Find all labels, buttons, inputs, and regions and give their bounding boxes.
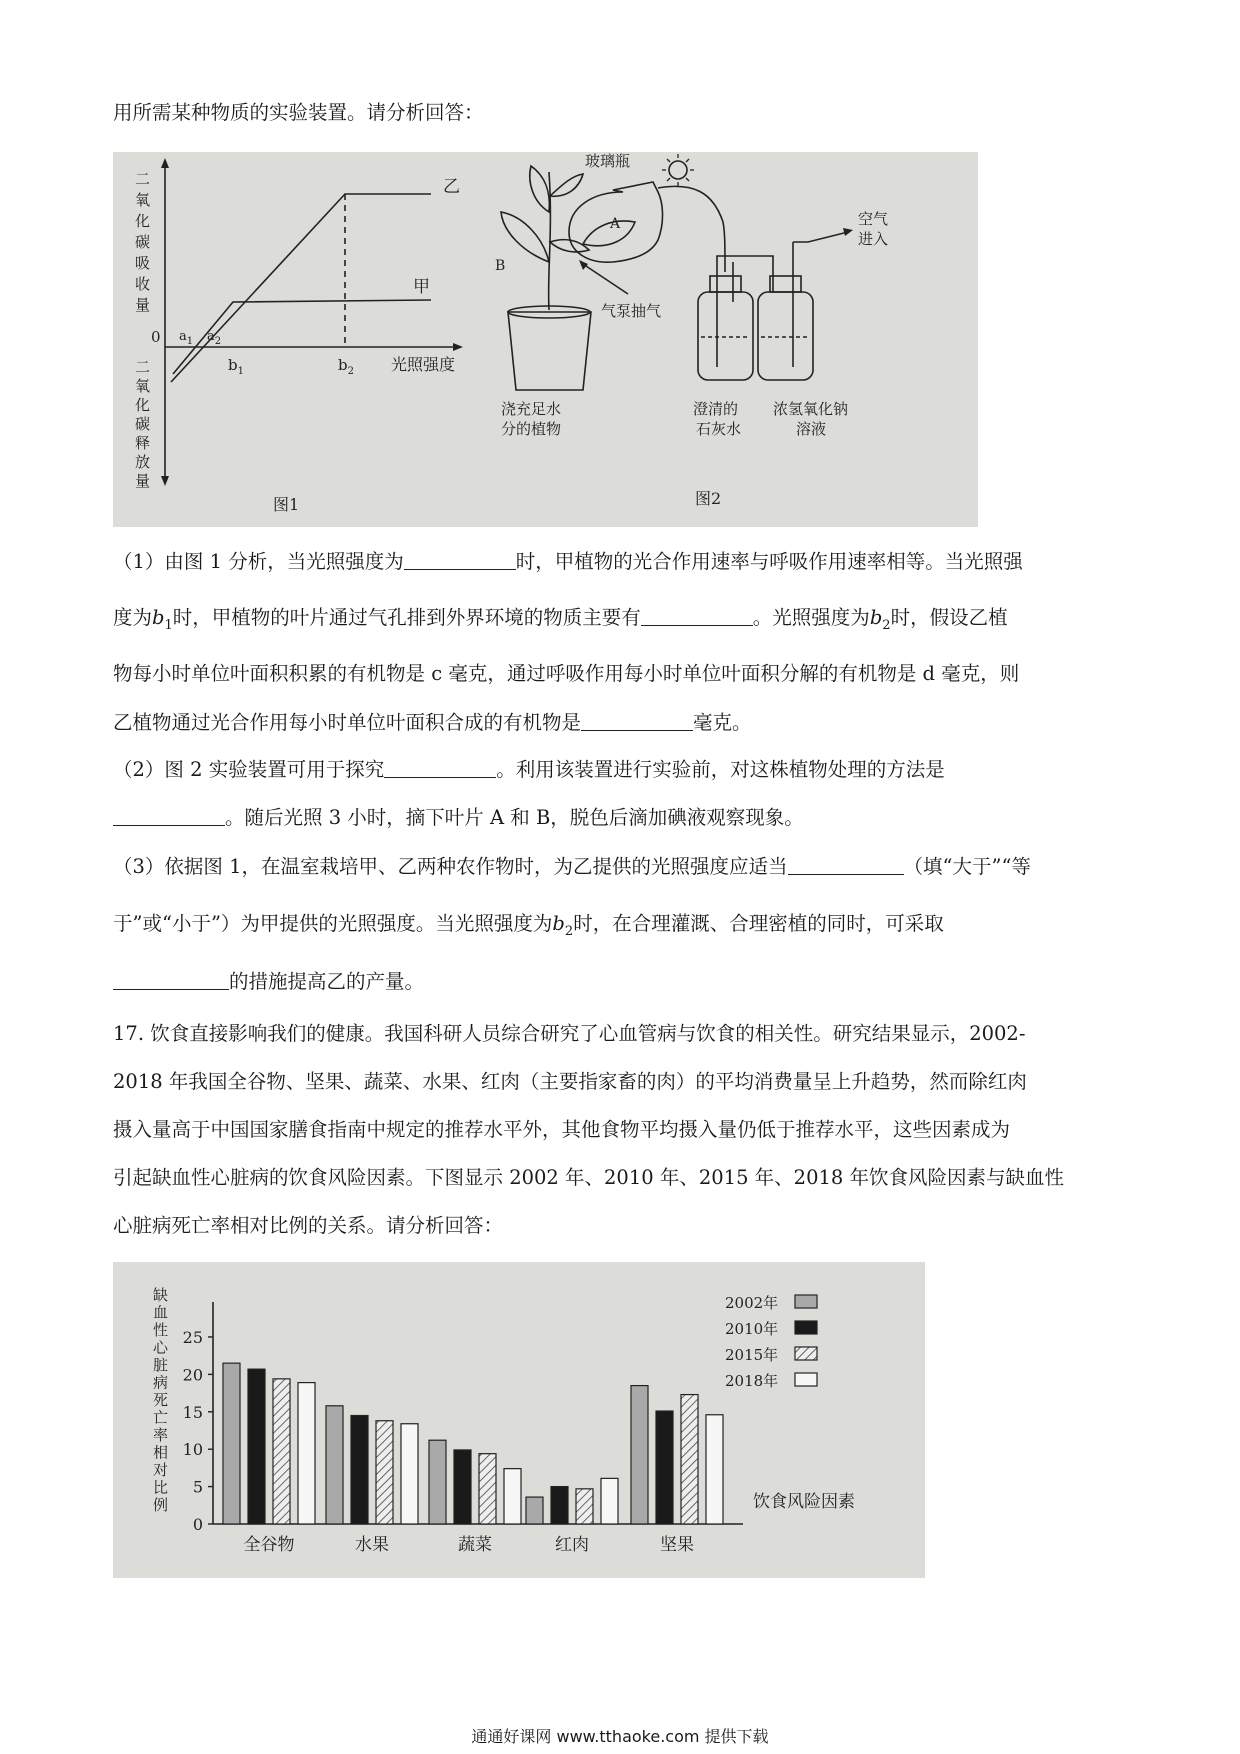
fig1-tick-b2: $b_2$ [338, 356, 354, 377]
bar-2-3 [504, 1469, 521, 1524]
q17-line-2: 2018 年我国全谷物、坚果、蔬菜、水果、红肉（主要指家畜的肉）的平均消费量呈上升趋势，然而除红肉 [113, 1070, 1027, 1093]
bar-2-1 [454, 1450, 471, 1524]
fig1-x-label: 光照强度 [391, 355, 456, 374]
fig2-leaf-a-label: A [610, 216, 621, 232]
y-axis-label-char: 病 [153, 1373, 169, 1392]
q2-blank-2[interactable] [113, 805, 225, 826]
naoh-jar [758, 292, 813, 380]
category-label: 蔬菜 [458, 1535, 492, 1555]
fig1-y-top-char: 量 [135, 296, 151, 314]
lime-water-jar [698, 292, 753, 380]
y-axis-label-char: 心 [153, 1338, 169, 1357]
q2-line-1: （2）图 2 实验装置可用于探究 。利用该装置进行实验前，对这株植物处理的方法是 [113, 758, 945, 781]
y-axis-label-char: 相 [153, 1443, 169, 1462]
fig1-y-bottom-label-group [135, 358, 150, 490]
bar-chart [113, 1262, 925, 1578]
y-tick-label: 15 [182, 1402, 203, 1422]
bar-1-0 [326, 1406, 343, 1524]
fig1-y-bottom-char: 氧 [135, 377, 151, 395]
fig1-y-top-char: 二 [135, 170, 151, 188]
fig2-leaf-b-label: B [495, 258, 506, 274]
legend-swatch [795, 1321, 817, 1334]
bar-1-2 [376, 1421, 393, 1524]
figure-1-graph [161, 158, 463, 486]
legend-swatch [795, 1373, 817, 1386]
flower-pot [508, 312, 591, 390]
fig1-tick-a2: $a_2$ [207, 329, 222, 347]
y-axis-label-char: 脏 [153, 1356, 169, 1374]
fig1-y-bottom-char: 释 [135, 434, 151, 452]
q1-line-2: 度为$b_1$时，甲植物的叶片通过气孔排到外界环境的物质主要有 。光照强度为$b_2$时，假设乙植 [113, 606, 1008, 633]
q3-line-1: （3）依据图 1，在温室栽培甲、乙两种农作物时，为乙提供的光照强度应适当 （填“大于”“等 [113, 855, 1031, 878]
fig2-lime-2: 石灰水 [696, 420, 742, 438]
page-footer: 通通好课网 www.tthaoke.com 提供下载 [471, 1727, 769, 1746]
category-label: 全谷物 [243, 1535, 295, 1555]
fig1-y-top-label-group [135, 170, 150, 314]
q3-line-3: 的措施提高乙的产量。 [113, 968, 1133, 996]
x-axis-label: 饮食风险因素 [753, 1492, 855, 1512]
y-tick-label: 0 [192, 1515, 203, 1534]
fig2-caption: 图2 [695, 489, 722, 508]
y-tick-label: 5 [192, 1477, 203, 1497]
legend-label: 2015年 [725, 1346, 779, 1364]
fig1-origin: 0 [151, 328, 161, 346]
fig1-y-bottom-char: 量 [135, 472, 151, 490]
q3-line-2: 于”或“小于”）为甲提供的光照强度。当光照强度为$b_2$时，在合理灌溉、合理密植的同时，可采取 [113, 912, 944, 939]
fig1-y-bottom-char: 化 [135, 396, 151, 414]
fig1-y-bottom-char: 放 [135, 453, 151, 471]
intro-line: 用所需某种物质的实验装置。请分析回答： [113, 101, 484, 124]
category-label: 红肉 [555, 1535, 589, 1555]
fig2-lime-1: 澄清的 [693, 400, 739, 418]
bar-2-2 [479, 1454, 496, 1524]
q2-line-2: 。随后光照 3 小时，摘下叶片 A 和 B，脱色后滴加碘液观察现象。 [113, 804, 1133, 832]
bar-4-3 [706, 1415, 723, 1524]
legend-swatch [795, 1295, 817, 1308]
bar-4-1 [656, 1411, 673, 1524]
category-label: 坚果 [660, 1535, 694, 1555]
fig1-curve-a-label: 乙 [443, 177, 460, 197]
fig1-tick-b1: $b_1$ [228, 356, 244, 377]
bar-3-2 [576, 1489, 593, 1524]
q1-blank-3[interactable] [581, 710, 693, 731]
y-tick-label: 10 [182, 1440, 203, 1460]
bar-0-1 [248, 1369, 265, 1524]
y-axis-label-char: 死 [153, 1391, 169, 1409]
y-axis-label-char: 比 [153, 1478, 169, 1497]
fig2-naoh-2: 溶液 [796, 420, 827, 438]
q1-blank-2[interactable] [641, 605, 753, 626]
bar-3-1 [551, 1487, 568, 1524]
bar-1-3 [401, 1424, 418, 1524]
y-axis-label-char: 缺 [153, 1286, 169, 1304]
y-axis-label-char: 例 [153, 1496, 169, 1514]
fig1-y-top-char: 氧 [135, 191, 151, 209]
sun-icon [669, 161, 687, 179]
fig1-y-top-char: 碳 [135, 233, 151, 251]
fig2-bottle-label: 玻璃瓶 [585, 152, 631, 170]
q3-blank-2[interactable] [113, 969, 229, 990]
fig1-y-top-char: 收 [135, 275, 151, 293]
y-axis-label-char: 血 [153, 1303, 169, 1322]
legend-label: 2018年 [725, 1372, 779, 1390]
q1-blank-1[interactable] [404, 549, 516, 570]
q1-line-4: 乙植物通过光合作用每小时单位叶面积合成的有机物是 毫克。 [113, 711, 752, 734]
fig1-y-top-char: 吸 [135, 254, 151, 272]
bar-chart-panel [113, 1262, 925, 1578]
fig2-air-1: 空气 [858, 210, 889, 228]
y-axis-label-char: 率 [153, 1426, 169, 1444]
bar-4-2 [681, 1395, 698, 1524]
fig2-plant-1: 浇充足水 [501, 400, 562, 418]
q3-blank-1[interactable] [788, 854, 904, 875]
bar-3-3 [601, 1478, 618, 1524]
bar-3-0 [526, 1497, 543, 1524]
leaf-a [583, 221, 635, 246]
fig1-caption: 图1 [273, 495, 300, 514]
q17-line-4: 引起缺血性心脏病的饮食风险因素。下图显示 2002 年、2010 年、2015 年、2018 年饮食风险因素与缺血性 [113, 1166, 1064, 1189]
bar-0-3 [298, 1383, 315, 1524]
legend-swatch [795, 1347, 817, 1360]
category-label: 水果 [355, 1535, 389, 1555]
tube-1 [658, 186, 725, 272]
figure-2-apparatus [501, 154, 853, 390]
fig1-curve-b-label: 甲 [413, 277, 430, 297]
q17-line-5: 心脏病死亡率相对比例的关系。请分析回答： [113, 1214, 504, 1237]
bar-0-2 [273, 1379, 290, 1524]
legend-label: 2002年 [725, 1294, 779, 1312]
y-axis-label-char: 对 [153, 1461, 169, 1479]
q2-blank-1[interactable] [384, 757, 496, 778]
fig2-plant-2: 分的植物 [501, 420, 562, 438]
bar-0-0 [223, 1363, 240, 1524]
fig1-y-top-char: 化 [135, 212, 151, 230]
fig1-tick-a1: $a_1$ [179, 329, 194, 347]
y-tick-label: 25 [182, 1327, 203, 1347]
fig1-y-bottom-char: 二 [135, 358, 151, 376]
figure-1-2-panel [113, 152, 978, 527]
y-axis-label-char: 亡 [153, 1408, 169, 1427]
fig2-pump-label: 气泵抽气 [601, 302, 662, 320]
q17-line-1: 17. 饮食直接影响我们的健康。我国科研人员综合研究了心血管病与饮食的相关性。研究结果显示，2002- [113, 1022, 1026, 1045]
q1-line-1: （1）由图 1 分析，当光照强度为 时，甲植物的光合作用速率与呼吸作用速率相等。当光照强 [113, 550, 1023, 573]
bar-4-0 [631, 1386, 648, 1524]
fig2-air-2: 进入 [858, 230, 889, 248]
q1-line-3: 物每小时单位叶面积积累的有机物是 c 毫克，通过呼吸作用每小时单位叶面积分解的有机物是 d 毫克，则 [113, 662, 1020, 685]
curve-yi [171, 194, 431, 382]
fig2-naoh-1: 浓氢氧化钠 [773, 400, 849, 418]
bar-2-0 [429, 1440, 446, 1524]
y-axis-label-char: 性 [153, 1321, 169, 1339]
fig1-y-bottom-char: 碳 [135, 415, 151, 433]
bar-1-1 [351, 1416, 368, 1524]
leaf-b [501, 212, 549, 262]
legend-label: 2010年 [725, 1320, 779, 1338]
q17-line-3: 摄入量高于中国国家膳食指南中规定的推荐水平外，其他食物平均摄入量仍低于推荐水平，这些因素成为 [113, 1118, 1011, 1141]
y-tick-label: 20 [182, 1365, 203, 1385]
